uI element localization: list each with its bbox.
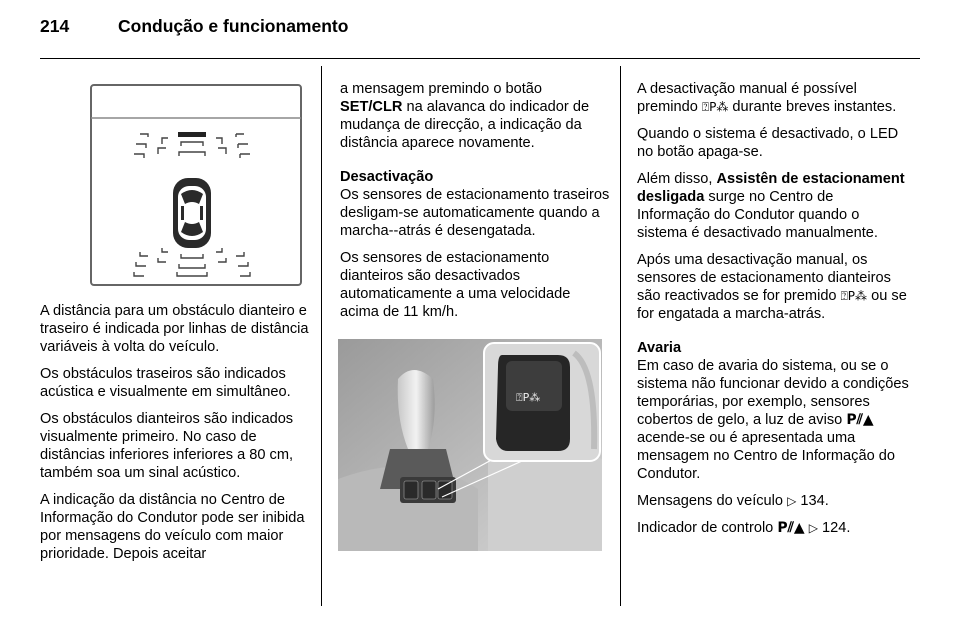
paragraph: Os obstáculos dianteiros são indicados visualmente primeiro. No caso de distâncias inferiores inferiores a 80 cm, também soa um sinal acústico. <box>40 411 294 481</box>
header-rule <box>40 58 920 59</box>
paragraph: Os sensores de estacionamento dianteiros são desactivados automaticamente a uma velocidade acima de 11 km/h. <box>340 250 571 320</box>
paragraph: Quando o sistema é desactivado, o LED no botão apaga-se. <box>637 126 899 160</box>
reference-arrow-icon: ▷ <box>787 494 797 508</box>
park-assist-button-icon: ⍰P⁂ <box>701 100 729 114</box>
paragraph: Mensagens do veículo ▷ 134. <box>637 493 829 509</box>
page-title: Condução e funcionamento <box>118 16 349 36</box>
paragraph: Além disso, Assistên de estacionament desligada surge no Centro de Informação do Condutor quando o sistema é desactivado manualmente. <box>637 171 905 241</box>
park-assist-warning-icon: P⫽▲ <box>777 520 805 536</box>
gear-lever-illustration <box>338 339 602 551</box>
page-number: 214 <box>40 16 70 36</box>
park-assist-button-icon: ⍰P⁂ <box>840 289 868 303</box>
set-clr-label: SET/CLR <box>340 99 403 115</box>
message-text: Assistên de estacionament desligada <box>637 171 905 205</box>
paragraph: Os obstáculos traseiros são indicados acústica e visualmente em simultâneo. <box>40 366 291 400</box>
column-3 <box>637 80 909 546</box>
paragraph: Os sensores de estacionamento traseiros desligam-se automaticamente quando a marcha--atrás é desengatada. <box>340 187 610 239</box>
page-header <box>40 16 348 37</box>
parking-display-illustration <box>88 82 304 288</box>
column-2 <box>340 80 612 330</box>
column-divider-2 <box>620 66 621 606</box>
section-heading-desactivacao: Desactivação <box>340 169 434 185</box>
park-assist-warning-icon: P⫽▲ <box>846 412 874 428</box>
column-1 <box>40 302 312 572</box>
park-assist-button-symbol: ⍰P⁂ <box>516 391 541 404</box>
section-heading-avaria: Avaria <box>637 340 682 356</box>
paragraph: A indicação da distância no Centro de Informação do Condutor pode ser inibida por mensagens do veículo com maior prioridade. Depois aceitar <box>40 492 305 562</box>
paragraph: Em caso de avaria do sistema, ou se o sistema não funcionar devido a condições temporárias, por exemplo, sensores cobertos de gelo, a luz de aviso P⫽▲ acende-se ou é apresentada uma mensagem no Centro de Informação do Condutor. <box>637 358 909 482</box>
paragraph: Após uma desactivação manual, os sensores de estacionamento dianteiros são reactivados se for premido ⍰P⁂ ou se for engatada a marcha-atrás. <box>637 252 907 322</box>
paragraph: a mensagem premindo o botão SET/CLR na alavanca do indicador de mudança de direcção, a indicação da distância aparece novamente. <box>340 81 590 151</box>
paragraph: Indicador de controlo P⫽▲ ▷ 124. <box>637 520 851 536</box>
parking-distance-display-figure <box>88 82 304 288</box>
paragraph: A desactivação manual é possível premindo ⍰P⁂ durante breves instantes. <box>637 81 897 115</box>
reference-arrow-icon: ▷ <box>808 521 818 535</box>
park-assist-button-figure <box>338 339 602 551</box>
column-divider-1 <box>321 66 322 606</box>
paragraph: A distância para um obstáculo dianteiro e traseiro é indicada por linhas de distância variáveis à volta do veículo. <box>40 303 309 355</box>
